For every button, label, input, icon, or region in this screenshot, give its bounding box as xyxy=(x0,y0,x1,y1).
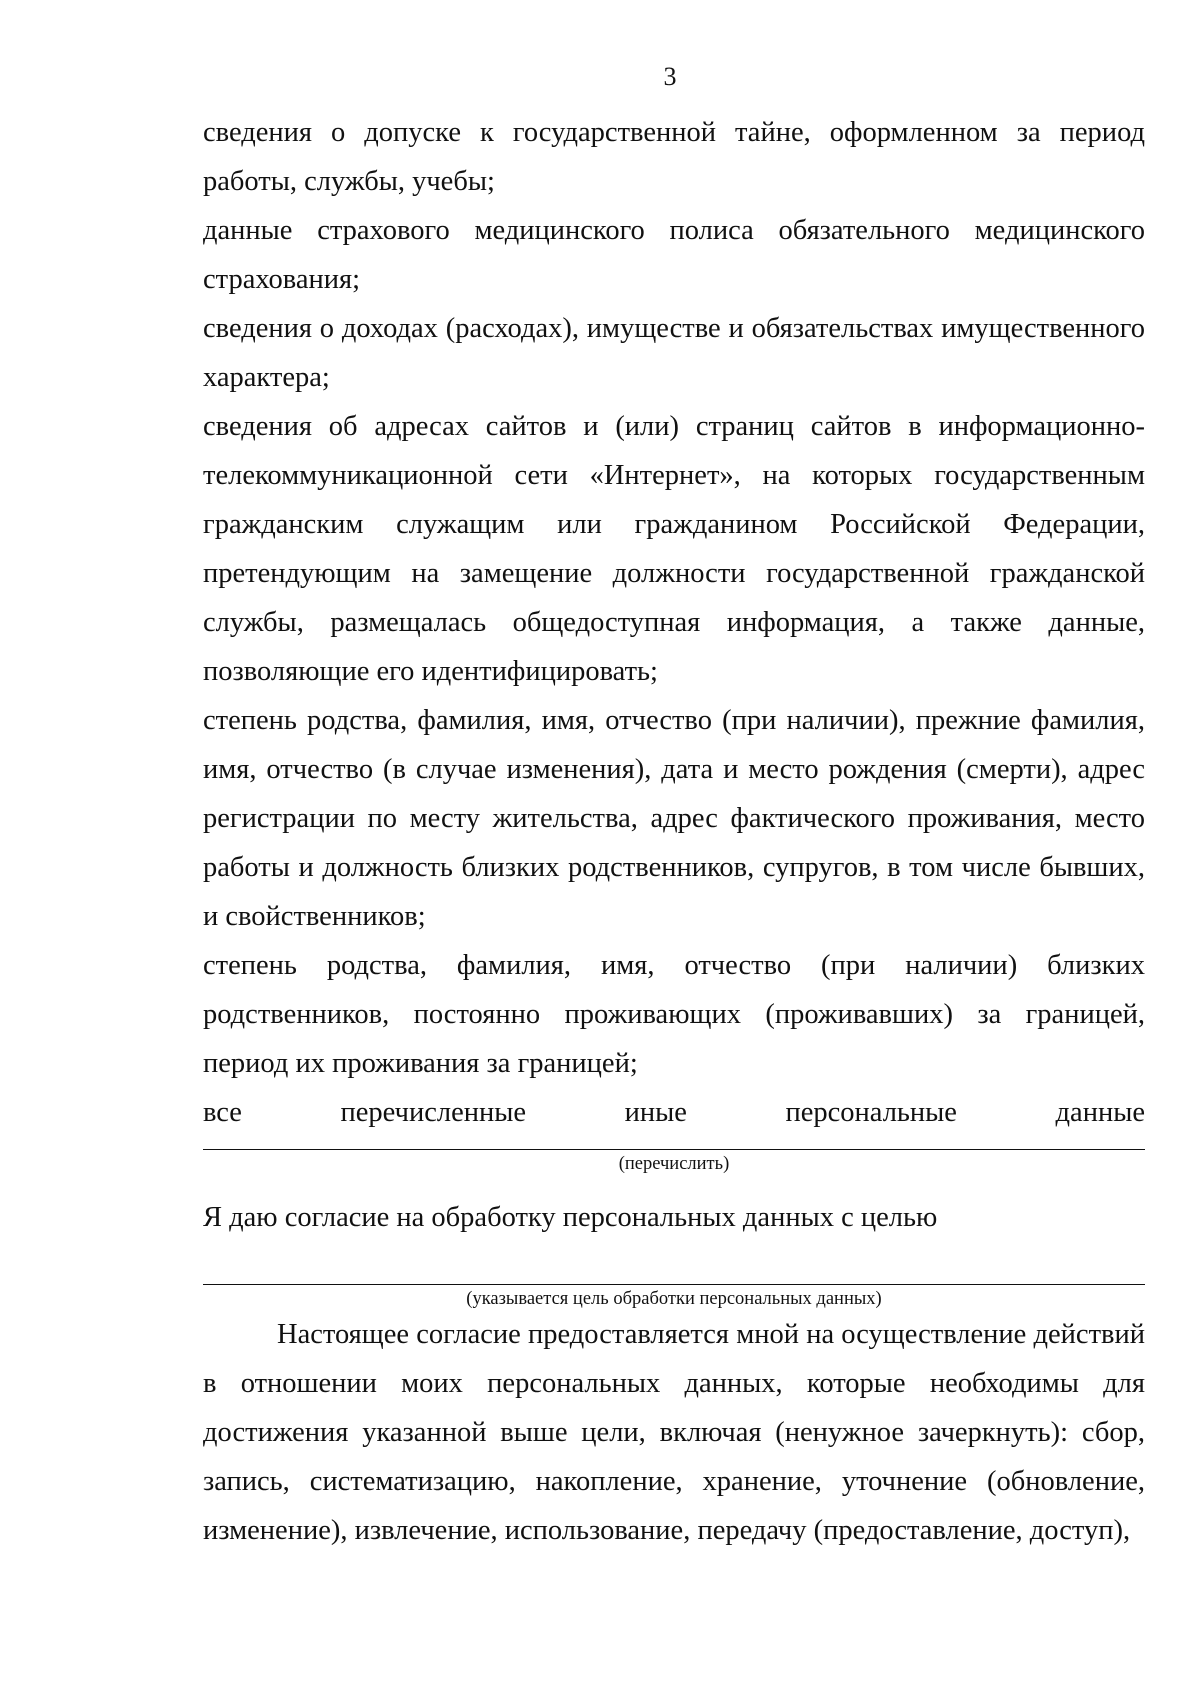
paragraph-consent-actions: Настоящее согласие предоставляется мной на осуществление действий в отношении моих персональных данных, которые необходимы для достижения указанной выше цели, включая (ненужное зачеркнуть): сбор, запись, систематизацию, накопление, хранение, уточнение (обновление, изменение), извлечение, использование, передачу (предоставление, доступ), xyxy=(203,1319,1145,1546)
paragraph-relatives-info: степень родства, фамилия, имя, отчество (при наличии), прежние фамилия, имя, отчество (в случае изменения), дата и место рождения (смерти), адрес регистрации по месту жительства, адрес фактического проживания, место работы и должность близких родственников, супругов, в том числе бывших, и свойственников; xyxy=(203,705,1145,932)
consent-purpose-line: Я даю согласие на обработку персональных данных с целью xyxy=(203,1202,938,1233)
paragraph-income-property: сведения о доходах (расходах), имуществе и обязательствах имущественного характера; xyxy=(203,313,1145,393)
paragraph-state-secret-clearance: сведения о допуске к государственной тайне, оформленном за период работы, службы, учебы; xyxy=(203,117,1145,197)
other-data-fill-line xyxy=(203,1149,1145,1150)
page-number: 3 xyxy=(663,62,677,91)
purpose-caption: (указывается цель обработки персональных данных) xyxy=(466,1289,882,1309)
paragraph-relatives-abroad: степень родства, фамилия, имя, отчество (при наличии) близких родственников, постоянно проживающих (проживавших) за границей, период их проживания за границей; xyxy=(203,950,1145,1079)
other-data-caption: (перечислить) xyxy=(618,1154,730,1174)
document-body xyxy=(203,108,1145,1555)
other-personal-data-line: все перечисленные иные персональные данные xyxy=(203,1097,1145,1128)
purpose-fill-line xyxy=(203,1284,1145,1285)
paragraph-medical-insurance: данные страхового медицинского полиса обязательного медицинского страхования; xyxy=(203,215,1145,295)
paragraph-website-addresses: сведения об адресах сайтов и (или) страниц сайтов в информационно-телекоммуникационной сети «Интернет», на которых государственным гражданским служащим или гражданином Российской Федерации, претендующим на замещение должности государственной гражданской службы, размещалась общедоступная информация, а также данные, позволяющие его идентифицировать; xyxy=(203,411,1145,687)
